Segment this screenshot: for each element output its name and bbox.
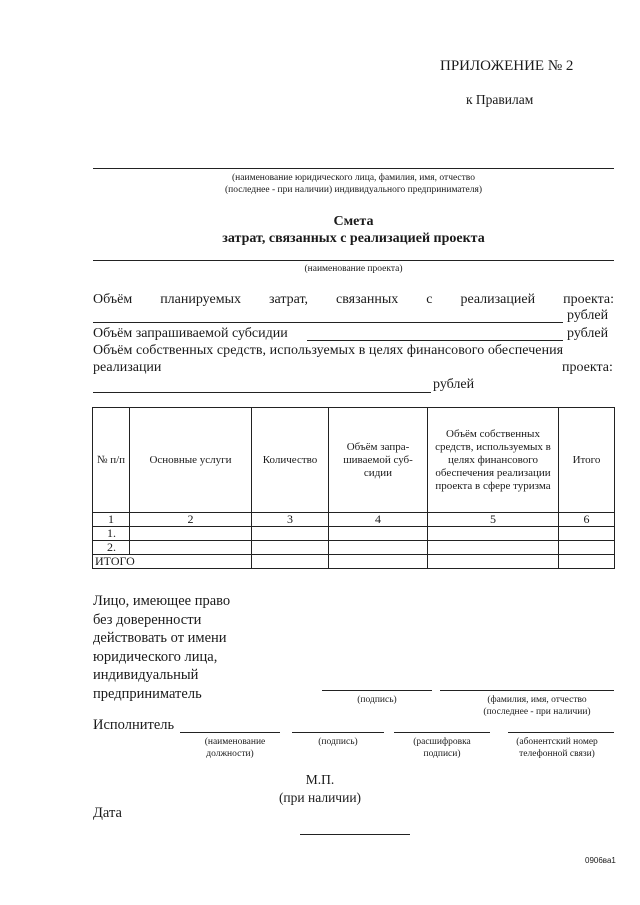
executor-position-caption-2: должности)	[206, 749, 254, 759]
date-line	[300, 834, 410, 835]
table-cell[interactable]	[252, 527, 329, 541]
project-name-line	[93, 260, 614, 261]
executor-decoding-caption-1: (расшифровка	[413, 737, 471, 747]
estimate-table	[92, 407, 615, 569]
applicant-name-line	[93, 168, 614, 169]
column-number: 3	[252, 513, 329, 527]
word-4: связанных	[336, 292, 399, 307]
executor-phone-caption-2: телефонной связи)	[519, 749, 595, 759]
table-cell[interactable]	[428, 541, 559, 555]
column-number: 1	[93, 513, 130, 527]
table-cell[interactable]	[559, 541, 615, 555]
executor-signature-line	[292, 732, 384, 733]
table-cell[interactable]	[329, 541, 428, 555]
table-cell[interactable]	[428, 527, 559, 541]
column-number: 4	[329, 513, 428, 527]
estimate-subtitle: затрат, связанных с реализацией проекта	[222, 231, 485, 246]
applicant-caption-line1: (наименование юридического лица, фамилия, имя, отчество	[232, 173, 475, 183]
word-7: проекта:	[563, 292, 614, 307]
table-cell[interactable]	[559, 527, 615, 541]
header-own-funds: Объём собственных средств, используемых в целях финансового обеспечения реализации проекта в сфере туризма	[428, 408, 559, 513]
table-cell[interactable]	[252, 555, 329, 569]
column-number: 2	[130, 513, 252, 527]
authorized-name-caption-2: (последнее - при наличии)	[483, 707, 591, 717]
authorized-signature-line	[322, 690, 432, 691]
own-funds-amount-line	[93, 392, 431, 393]
own-funds-label: Объём собственных средств, используемых в целях финансового обеспечения	[93, 343, 564, 358]
subsidy-rubles: рублей	[567, 326, 609, 341]
executor-phone-line	[508, 732, 614, 733]
table-row	[93, 527, 615, 541]
subsidy-label: Объём запрашиваемой субсидии	[93, 326, 288, 341]
header-number: № п/п	[93, 408, 130, 513]
column-number: 6	[559, 513, 615, 527]
footer-code: 0906ва1	[585, 856, 616, 865]
executor-label: Исполнитель	[93, 717, 175, 733]
authorized-name-line	[440, 690, 614, 691]
stamp-caption: (при наличии)	[278, 790, 362, 805]
subsidy-amount-line	[307, 340, 563, 341]
estimate-title: Смета	[333, 214, 374, 229]
table-cell[interactable]	[559, 555, 615, 569]
table-cell[interactable]	[130, 541, 252, 555]
project-caption: (наименование проекта)	[304, 264, 403, 274]
table-header-row	[93, 408, 615, 513]
table-row	[93, 541, 615, 555]
column-number: 5	[428, 513, 559, 527]
executor-decoding-line	[394, 732, 490, 733]
executor-phone-caption-1: (абонентский номер	[516, 737, 598, 747]
appendix-title: ПРИЛОЖЕНИЕ № 2	[440, 58, 574, 74]
header-services: Основные услуги	[130, 408, 252, 513]
row-number: 2.	[93, 541, 130, 555]
row-number: 1.	[93, 527, 130, 541]
table-total-row	[93, 555, 615, 569]
executor-signature-caption: (подпись)	[318, 737, 358, 747]
executor-decoding-caption-2: подписи)	[423, 749, 461, 759]
word-5: с	[426, 292, 433, 307]
total-label: ИТОГО	[93, 555, 252, 569]
table-cell[interactable]	[252, 541, 329, 555]
date-label: Дата	[93, 805, 122, 821]
word-3: затрат,	[268, 292, 309, 307]
header-total: Итого	[559, 408, 615, 513]
table-cell[interactable]	[428, 555, 559, 569]
planned-costs-label	[93, 292, 614, 308]
authorized-name-caption-1: (фамилия, имя, отчество	[487, 695, 587, 705]
authorized-person-label: Лицо, имеющее право без доверенности действовать от имени юридического лица, индивидуальный предприниматель	[93, 593, 231, 702]
table-cell[interactable]	[329, 527, 428, 541]
applicant-caption-line2: (последнее - при наличии) индивидуального предпринимателя)	[224, 185, 483, 195]
planned-costs-amount-line	[93, 322, 563, 323]
own-funds-realization: реализации	[93, 360, 162, 375]
header-subsidy: Объём запра-шиваемой суб-сидии	[329, 408, 428, 513]
table-cell[interactable]	[130, 527, 252, 541]
executor-position-line	[180, 732, 280, 733]
executor-position-caption-1: (наименование	[204, 737, 266, 747]
table-cell[interactable]	[329, 555, 428, 569]
table-column-numbers	[93, 513, 615, 527]
own-funds-rubles: рублей	[433, 377, 475, 392]
planned-costs-rubles: рублей	[567, 308, 609, 323]
appendix-reference: к Правилам	[466, 92, 534, 107]
stamp-label: М.П.	[305, 772, 335, 787]
header-quantity: Количество	[252, 408, 329, 513]
word-6: реализацией	[460, 292, 536, 307]
word-2: планируемых	[160, 292, 241, 307]
own-funds-project: проекта:	[562, 360, 613, 375]
authorized-signature-caption: (подпись)	[357, 695, 397, 705]
word-1: Объём	[93, 292, 133, 307]
